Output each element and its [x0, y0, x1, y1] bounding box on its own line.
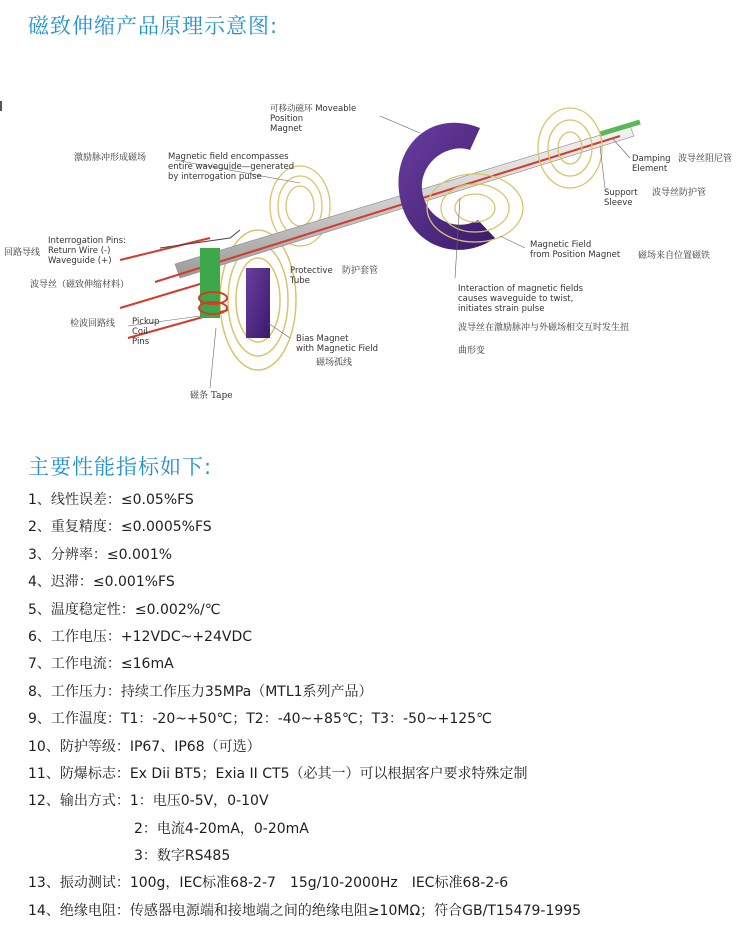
spec-item: 6、工作电压：+12VDC~+24VDC	[28, 628, 253, 645]
label-protective: Protective Tube	[290, 266, 333, 286]
bias-magnet	[246, 268, 270, 338]
label-return-line: 回路导线	[4, 248, 41, 258]
label-support: Support Sleeve	[604, 188, 638, 208]
spec-item: 5、温度稳定性：≤0.002%/℃	[28, 601, 221, 618]
label-excitation: 激励脉冲形成磁场	[74, 153, 147, 163]
spec-subitem: 3：数字RS485	[134, 848, 231, 865]
principle-diagram	[0, 88, 750, 418]
spec-subitem: 2：电流4-20mA，0-20mA	[134, 820, 309, 837]
label-interaction-cn: 波导丝在激励脉冲与外磁场相交互时发生扭	[458, 323, 630, 333]
diagram-title: 磁致伸缩产品原理示意图:	[28, 14, 279, 38]
label-bias: Bias Magnet with Magnetic Field	[296, 334, 378, 354]
spec-item: 11、防爆标志：Ex Dii BT5；Exia II CT5（必其一）可以根据客户要求特殊定制	[28, 765, 528, 782]
spec-item: 2、重复精度：≤0.0005%FS	[28, 519, 212, 536]
spec-item: 3、分辨率：≤0.001%	[28, 546, 173, 563]
spec-item: 13、振动测试：100g，IEC标准68-2-7 15g/10-2000Hz IEC标准68-2-6	[28, 875, 509, 892]
label-interrogation-pins: Interrogation Pins: Return Wire (-) Waveguide (+)	[48, 236, 126, 266]
spec-item: 14、绝缘电阻：传感器电源端和接地端之间的绝缘电阻≥10MΩ；符合GB/T15479-1995	[28, 902, 582, 919]
label-field-encompasses: Magnetic field encompasses entire waveguide—generated by interrogation pulse	[168, 152, 295, 182]
label-field-from-magnet: Magnetic Field from Position Magnet	[530, 240, 621, 260]
spec-item: 1、线性误差：≤0.05%FS	[28, 492, 194, 508]
label-waveguide-material: 波导丝（磁致伸缩材料）	[30, 280, 130, 290]
label-bias-cn: 磁场孤线	[316, 358, 353, 368]
label-damping: Damping Element	[632, 154, 671, 174]
spec-list	[28, 487, 728, 925]
label-support-cn: 波导丝防护管	[652, 188, 707, 198]
label-protective-cn: 防护套管	[342, 266, 379, 276]
label-interaction-cn2: 曲形变	[458, 346, 486, 356]
label-pickup-cn: 检波回路线	[70, 319, 116, 329]
label-damping-cn: 波导丝阻尼管	[678, 154, 733, 164]
specs-title: 主要性能指标如下:	[28, 455, 213, 479]
spec-item: 4、迟滞：≤0.001%FS	[28, 574, 175, 591]
spec-item: 9、工作温度：T1：-20~+50℃；T2：-40~+85℃；T3：-50~+125℃	[28, 711, 492, 728]
label-field-from-magnet-cn: 磁场来自位置磁铁	[638, 251, 711, 261]
spec-item: 12、输出方式：1：电压0-5V，0-10V	[28, 793, 269, 810]
label-moveable-magnet: 可移动磁环 Moveable Position Magnet	[270, 104, 357, 134]
label-tape: 磁条 Tape	[190, 391, 233, 401]
label-pickup: Pickup Coil Pins	[132, 317, 160, 347]
spec-item: 7、工作电流：≤16mA	[28, 656, 174, 673]
pickup-block	[200, 248, 220, 318]
spec-item: 10、防护等级：IP67、IP68（可选）	[28, 738, 261, 755]
label-interaction: Interaction of magnetic fields causes waveguide to twist, initiates strain pulse	[458, 284, 584, 314]
spec-item: 8、工作压力：持续工作压力35MPa（MTL1系列产品）	[28, 683, 373, 700]
